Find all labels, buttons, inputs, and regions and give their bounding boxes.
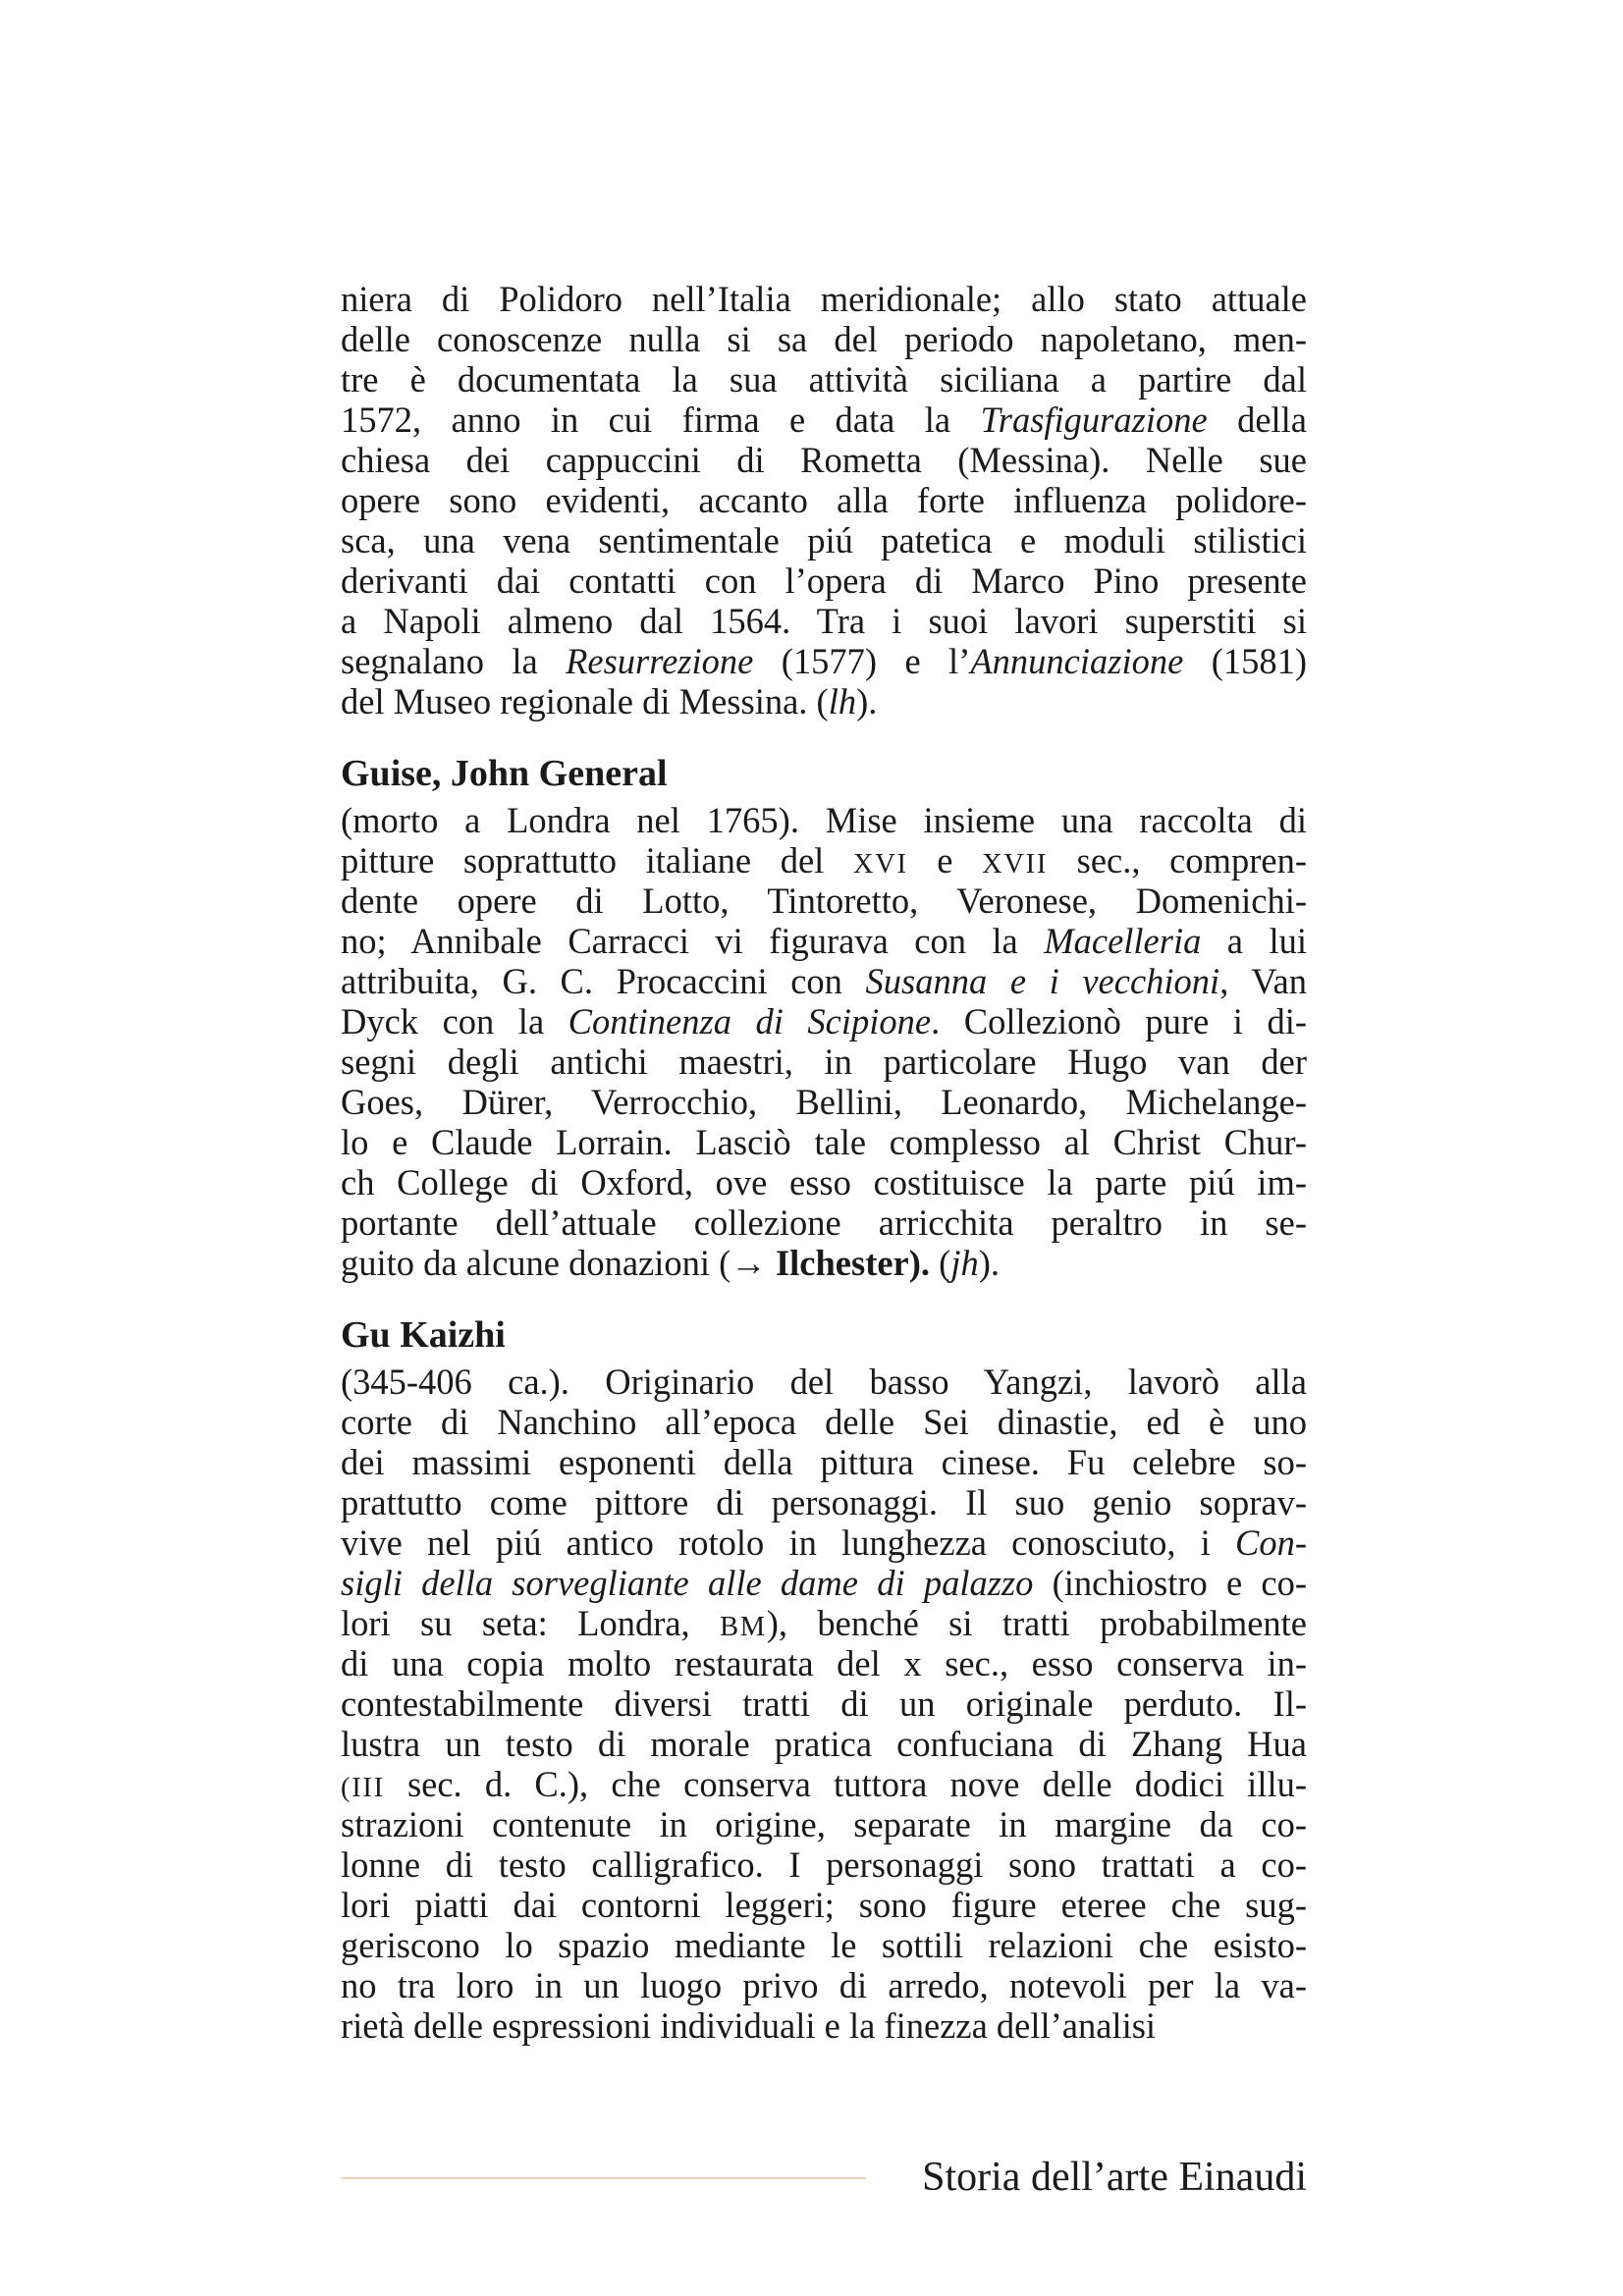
italic-run: Annunciazione: [970, 641, 1184, 681]
text-line: attribuita, G. C. Procaccini con Susanna e i vecchioni, Van: [341, 961, 1308, 1001]
italic-run: sigli della sorvegliante alle dame di palazzo: [341, 1563, 1034, 1603]
text-line: no; Annibale Carracci vi figurava con la Macelleria a lui: [341, 921, 1307, 961]
italic-run: Trasfigurazione: [980, 400, 1208, 440]
italic-run: Susanna e i vecchioni: [865, 961, 1220, 1001]
small-caps-run: XVI: [852, 849, 908, 880]
text-line: ch College di Oxford, ove esso costituisce la parte piú im-: [341, 1162, 1307, 1202]
entry-title: Guise, John General: [341, 753, 668, 794]
small-caps-run: (III: [341, 1773, 385, 1803]
text-line: lustra un testo di morale pratica confuciana di Zhang Hua: [341, 1724, 1307, 1764]
entry-gu-kaizhi: [341, 1312, 1307, 2046]
entry-guise-john-general: [341, 751, 1307, 1283]
footer-rule: [341, 2177, 866, 2179]
text-line: dei massimi esponenti della pittura cinese. Fu celebre so-: [341, 1442, 1307, 1482]
text-line: segnalano la Resurrezione (1577) e l’Annunciazione (1581): [341, 641, 1308, 681]
text-line: lori su seta: Londra, BM), benché si tratti probabilmente: [341, 1603, 1307, 1643]
text-line: Dyck con la Continenza di Scipione. Collezionò pure i di-: [341, 1001, 1307, 1041]
text-line: niera di Polidoro nell’Italia meridionale; allo stato attuale: [341, 279, 1307, 319]
italic-run: Con-: [1235, 1522, 1307, 1563]
text-line: corte di Nanchino all’epoca delle Sei dinastie, ed è uno: [341, 1402, 1307, 1442]
text-line: no tra loro in un luogo privo di arredo, notevoli per la va-: [341, 1965, 1307, 2005]
entry-continuation: [341, 279, 1307, 721]
text-line: contestabilmente diversi tratti di un originale perduto. Il-: [341, 1683, 1307, 1724]
text-line: (morto a Londra nel 1765). Mise insieme una raccolta di: [341, 800, 1307, 840]
text-line: (345-406 ca.). Originario del basso Yangzi, lavorò alla: [341, 1362, 1307, 1402]
text-line: sca, una vena sentimentale piú patetica e moduli stilistici: [341, 520, 1307, 561]
italic-run: lh: [828, 681, 857, 721]
text-line: (III sec. d. C.), che conserva tuttora nove delle dodici illu-: [341, 1764, 1307, 1804]
text-line: di una copia molto restaurata del x sec., esso conserva in-: [341, 1643, 1307, 1683]
text-line: guito da alcune donazioni (→ Ilchester). (jh).: [341, 1243, 1000, 1283]
text-line: lori piatti dai contorni leggeri; sono figure eteree che sug-: [341, 1885, 1307, 1925]
entry-title: Gu Kaizhi: [341, 1314, 506, 1356]
text-line: 1572, anno in cui firma e data la Trasfigurazione della: [341, 400, 1307, 440]
text-line: vive nel piú antico rotolo in lunghezza conosciuto, i Con-: [341, 1522, 1307, 1563]
text-line: geriscono lo spazio mediante le sottili relazioni che esisto-: [341, 1925, 1307, 1965]
text-line: portante dell’attuale collezione arricchita peraltro in se-: [341, 1202, 1307, 1243]
text-line: dente opere di Lotto, Tintoretto, Veronese, Domenichi-: [341, 881, 1307, 921]
text-line: strazioni contenute in origine, separate in margine da co-: [341, 1804, 1307, 1844]
italic-run: jh: [950, 1243, 979, 1283]
text-line: opere sono evidenti, accanto alla forte influenza polidore-: [341, 480, 1307, 520]
text-line: lo e Claude Lorrain. Lasciò tale complesso al Christ Chur-: [341, 1122, 1307, 1162]
text-line: Goes, Dürer, Verrocchio, Bellini, Leonardo, Michelange-: [341, 1082, 1307, 1122]
small-caps-run: BM: [720, 1612, 767, 1642]
italic-run: Resurrezione: [566, 641, 754, 681]
text-line: del Museo regionale di Messina. (lh).: [341, 681, 878, 721]
footer-publisher-text: Storia dell’arte Einaudi: [922, 2155, 1307, 2200]
italic-run: Continenza di Scipione: [568, 1001, 932, 1041]
text-line: chiesa dei cappuccini di Rometta (Messina). Nelle sue: [341, 440, 1307, 480]
text-line: tre è documentata la sua attività siciliana a partire dal: [341, 359, 1307, 400]
text-line: segni degli antichi maestri, in particolare Hugo van der: [341, 1041, 1307, 1082]
italic-run: Macelleria: [1044, 921, 1202, 961]
text-line: derivanti dai contatti con l’opera di Marco Pino presente: [341, 561, 1307, 601]
bold-run: Ilchester).: [775, 1243, 931, 1283]
text-line: rietà delle espressioni individuali e la finezza dell’analisi: [341, 2005, 1157, 2046]
page-body: [341, 279, 1307, 2046]
text-line: pitture soprattutto italiane del XVI e XVII sec., compren-: [341, 840, 1307, 881]
page-footer: [341, 2150, 1307, 2209]
text-line: lonne di testo calligrafico. I personaggi sono trattati a co-: [341, 1844, 1307, 1885]
text-line: sigli della sorvegliante alle dame di palazzo (inchiostro e co-: [341, 1563, 1307, 1603]
text-line: prattutto come pittore di personaggi. Il suo genio soprav-: [341, 1482, 1307, 1522]
text-line: a Napoli almeno dal 1564. Tra i suoi lavori superstiti si: [341, 601, 1307, 641]
text-line: delle conoscenze nulla si sa del periodo napoletano, men-: [341, 319, 1307, 359]
small-caps-run: XVII: [982, 849, 1049, 880]
